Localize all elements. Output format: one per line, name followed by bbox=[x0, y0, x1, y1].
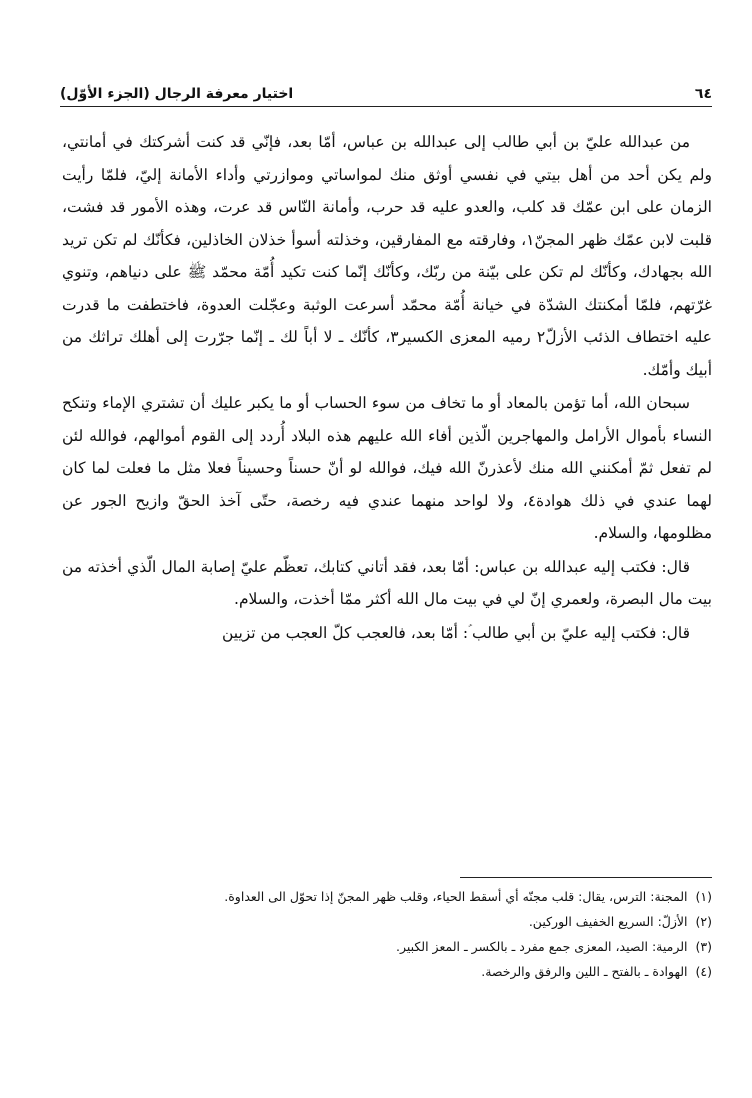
footnote-text: الأزلّ: السريع الخفيف الوركين. bbox=[528, 914, 688, 929]
footnote-text: الهوادة ـ بالفتح ـ اللين والرفق والرخصة. bbox=[481, 964, 688, 979]
footnote-number: (١) bbox=[695, 889, 712, 904]
footnote-divider bbox=[460, 877, 712, 878]
header-divider bbox=[60, 106, 712, 107]
footnote-text: المجنة: الترس، يقال: قلب مجنّه أي أسقط الحياء، وقلب ظهر المجنّ إذا تحوّل الى العداوة. bbox=[224, 889, 688, 904]
paragraph-3: قال: فكتب إليه عبدالله بن عباس: أمّا بعد، فقد أتاني كتابك، تعظّم عليّ إصابة المال الّذي أخذته من بيت مال البصرة، ولعمري إنّ لي في بيت مال الله أكثر ممّا أخذت، والسلام. bbox=[62, 557, 712, 608]
footnote-text: الرمية: الصيد، المعزى جمع مفرد ـ بالكسر ـ المعز الكبير. bbox=[395, 939, 688, 954]
footnote-4 bbox=[62, 959, 712, 984]
running-title: اختيار معرفة الرجال (الجزء الأوّل) bbox=[60, 86, 294, 102]
paragraph-1: من عبدالله عليّ بن أبي طالب إلى عبدالله بن عباس، أمّا بعد، فإنّي قد كنت أشركتك في أمانتي، ولم يكن أحد من أهل بيتي في نفسي أوثق منك لمواساتي وموازرتي وأداء الأمانة إليّ، فلمّا رأيت الزمان على ابن عمّك قد كلب، والعدو عليه قد حرب، وأمانة النّاس قد عرت، وهذه الأمور قد فشت، قلبت لابن عمّك ظهر المجنّ١، وفارقته مع المفارقين، وخذلته أسوأ خذلان الخاذلين، فكأنّك لم تكن تريد الله بجهادك، وكأنّك لم تكن على بيّنة من ربّك، وكأنّك إنّما كنت تكيد أُمّة محمّد ﷺ على دنياهم، وتنوي غرّتهم، فلمّا أمكنتك الشدّة في خيانة أُمّة محمّد أسرعت الوثبة وعجّلت العدوة، فاختطفت ما قدرت عليه اختطاف الذئب الأزلّ٢ رميه المعزى الكسير٣، كأنّك ـ لا أباً لك ـ إنّما جرّرت إلى أهلك تراثك من أبيك وأمّك. bbox=[62, 133, 712, 379]
footnote-number: (٤) bbox=[695, 964, 712, 979]
footnotes bbox=[62, 884, 712, 984]
page-number: ٦٤ bbox=[694, 86, 712, 102]
paragraph-4: قال: فكتب إليه عليّ بن أبي طالب ؑ: أمّا بعد، فالعجب كلّ العجب من تزيين bbox=[221, 623, 690, 642]
page-header bbox=[60, 76, 712, 102]
footnote-1 bbox=[62, 884, 712, 909]
footnote-number: (٣) bbox=[695, 939, 712, 954]
footnote-2 bbox=[62, 909, 712, 934]
paragraph-2: سبحان الله، أما تؤمن بالمعاد أو ما تخاف من سوء الحساب أو ما يكبر عليك أن تشتري الإماء وتنكح النساء بأموال الأرامل والمهاجرين الّذين أفاء الله عليهم هذه البلاد أُردد إلى القوم أموالهم، فوالله لئن لم تفعل ثمّ أمكنني الله منك لأعذرنّ الله فيك، فوالله لو أنّ حسناً وحسيناً فعلا مثل ما فعلت لما كان لهما عندي في ذلك هوادة٤، ولا لواحد منهما عندي فيه رخصة، حتّى آخذ الحقّ وازيح الجور عن مظلومها، والسلام. bbox=[62, 394, 712, 542]
footnote-3 bbox=[62, 934, 712, 959]
main-text bbox=[62, 126, 712, 649]
footnote-number: (٢) bbox=[695, 914, 712, 929]
